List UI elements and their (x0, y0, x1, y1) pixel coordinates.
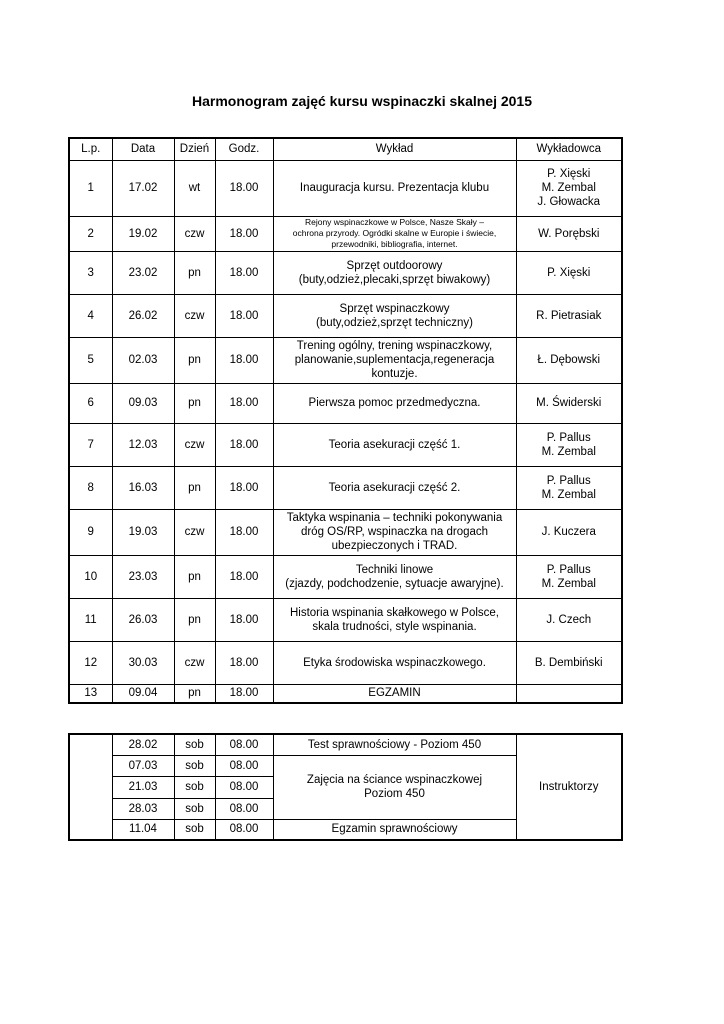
cell-godz: 18.00 (215, 423, 273, 466)
cell-data: 02.03 (112, 337, 174, 383)
cell-wyklad: Trening ogólny, trening wspinaczkowy, planowanie,suplementacja,regeneracja kontuzje. (273, 337, 516, 383)
page-title: Harmonogram zajęć kursu wspinaczki skalnej 2015 (191, 93, 533, 109)
cell-data: 09.04 (112, 684, 174, 703)
cell-lp: 12 (69, 641, 112, 684)
cell-dzien: pn (174, 337, 215, 383)
cell-wykladowca: P. Xięski (516, 251, 622, 294)
cell-data: 09.03 (112, 383, 174, 423)
cell-godz: 18.00 (215, 251, 273, 294)
cell-wykladowca: J. Czech (516, 598, 622, 641)
cell-dzien: sob (174, 798, 215, 819)
cell-wykladowca: Ł. Dębowski (516, 337, 622, 383)
cell-data: 11.04 (112, 819, 174, 840)
cell-wykladowca: P. Pallus M. Zembal (516, 466, 622, 509)
table-row (69, 641, 622, 684)
cell-wyklad: Inauguracja kursu. Prezentacja klubu (273, 160, 516, 216)
cell-dzien: pn (174, 555, 215, 598)
header-wyklad: Wykład (273, 138, 516, 160)
table-row (69, 294, 622, 337)
cell-data: 30.03 (112, 641, 174, 684)
cell-data: 26.02 (112, 294, 174, 337)
table-row (69, 466, 622, 509)
table-row (69, 423, 622, 466)
cell-dzien: pn (174, 684, 215, 703)
cell-dzien: pn (174, 383, 215, 423)
cell-dzien: czw (174, 509, 215, 555)
cell-dzien: pn (174, 598, 215, 641)
cell-wykladowca: P. Pallus M. Zembal (516, 555, 622, 598)
cell-lp: 3 (69, 251, 112, 294)
cell-wyklad: Teoria asekuracji część 2. (273, 466, 516, 509)
table-row (69, 383, 622, 423)
cell-data: 23.02 (112, 251, 174, 294)
cell-lp: 9 (69, 509, 112, 555)
table-row (69, 684, 622, 703)
cell-data: 23.03 (112, 555, 174, 598)
header-data: Data (112, 138, 174, 160)
cell-wyklad: Taktyka wspinania – techniki pokonywania dróg OS/RP, wspinaczka na drogach ubezpieczonych i TRAD. (273, 509, 516, 555)
cell-dzien: sob (174, 776, 215, 798)
cell-godz: 18.00 (215, 294, 273, 337)
table-row (69, 598, 622, 641)
cell-data: 21.03 (112, 776, 174, 798)
cell-data: 19.03 (112, 509, 174, 555)
cell-test: Test sprawnościowy - Poziom 450 (273, 734, 516, 755)
cell-lp: 2 (69, 216, 112, 251)
cell-lp: 4 (69, 294, 112, 337)
cell-wyklad: Techniki linowe (zjazdy, podchodzenie, sytuacje awaryjne). (273, 555, 516, 598)
cell-godz: 18.00 (215, 555, 273, 598)
cell-wykladowca: R. Pietrasiak (516, 294, 622, 337)
cell-instruktorzy: Instruktorzy (516, 734, 622, 840)
cell-dzien: pn (174, 251, 215, 294)
cell-data: 12.03 (112, 423, 174, 466)
cell-godz: 18.00 (215, 466, 273, 509)
cell-godz: 08.00 (215, 819, 273, 840)
cell-godz: 18.00 (215, 160, 273, 216)
cell-dzien: wt (174, 160, 215, 216)
header-godz: Godz. (215, 138, 273, 160)
cell-wyklad: Rejony wspinaczkowe w Polsce, Nasze Skały – ochrona przyrody. Ogródki skalne w Europie i świecie, przewodniki, bibliografia, internet. (273, 216, 516, 251)
cell-data: 07.03 (112, 755, 174, 776)
cell-dzien: pn (174, 466, 215, 509)
table-header-row (69, 138, 622, 160)
cell-wyklad: Pierwsza pomoc przedmedyczna. (273, 383, 516, 423)
header-lp: L.p. (69, 138, 112, 160)
cell-wykladowca: M. Świderski (516, 383, 622, 423)
table-row (69, 160, 622, 216)
cell-godz: 08.00 (215, 798, 273, 819)
cell-wykladowca: J. Kuczera (516, 509, 622, 555)
cell-lp: 13 (69, 684, 112, 703)
cell-godz: 18.00 (215, 684, 273, 703)
cell-lp: 1 (69, 160, 112, 216)
cell-data: 16.03 (112, 466, 174, 509)
cell-data: 26.03 (112, 598, 174, 641)
cell-data: 28.03 (112, 798, 174, 819)
cell-godz: 18.00 (215, 216, 273, 251)
cell-wykladowca: P. Pallus M. Zembal (516, 423, 622, 466)
cell-dzien: czw (174, 294, 215, 337)
cell-wyklad: Historia wspinania skałkowego w Polsce, skala trudności, style wspinania. (273, 598, 516, 641)
cell-wyklad: Sprzęt outdoorowy (buty,odzież,plecaki,sprzęt biwakowy) (273, 251, 516, 294)
cell-godz: 18.00 (215, 337, 273, 383)
cell-dzien: sob (174, 819, 215, 840)
table-row (69, 734, 622, 755)
cell-godz: 08.00 (215, 755, 273, 776)
schedule-table (68, 137, 623, 704)
cell-wykladowca: B. Dembiński (516, 641, 622, 684)
table-row (69, 509, 622, 555)
cell-lp: 5 (69, 337, 112, 383)
cell-godz: 18.00 (215, 598, 273, 641)
cell-godz: 18.00 (215, 383, 273, 423)
cell-wyklad: Etyka środowiska wspinaczkowego. (273, 641, 516, 684)
empty-lp-cell (69, 734, 112, 840)
table-row (69, 251, 622, 294)
cell-lp: 6 (69, 383, 112, 423)
cell-dzien: sob (174, 755, 215, 776)
table-row (69, 216, 622, 251)
cell-lp: 8 (69, 466, 112, 509)
table-row (69, 555, 622, 598)
cell-dzien: czw (174, 423, 215, 466)
cell-dzien: sob (174, 734, 215, 755)
cell-lp: 11 (69, 598, 112, 641)
cell-lp: 10 (69, 555, 112, 598)
cell-wykladowca: P. Xięski M. Zembal J. Głowacka (516, 160, 622, 216)
cell-egzamin: Egzamin sprawnościowy (273, 819, 516, 840)
table-row (69, 337, 622, 383)
cell-wyklad: Sprzęt wspinaczkowy (buty,odzież,sprzęt techniczny) (273, 294, 516, 337)
header-wykladowca: Wykładowca (516, 138, 622, 160)
cell-wyklad: EGZAMIN (273, 684, 516, 703)
cell-data: 19.02 (112, 216, 174, 251)
cell-godz: 18.00 (215, 641, 273, 684)
cell-dzien: czw (174, 641, 215, 684)
practice-table (68, 733, 623, 841)
cell-wyklad: Teoria asekuracji część 1. (273, 423, 516, 466)
cell-zajecia: Zajęcia na ściance wspinaczkowej Poziom 450 (273, 755, 516, 819)
cell-lp: 7 (69, 423, 112, 466)
cell-godz: 18.00 (215, 509, 273, 555)
cell-data: 17.02 (112, 160, 174, 216)
cell-godz: 08.00 (215, 776, 273, 798)
cell-data: 28.02 (112, 734, 174, 755)
cell-godz: 08.00 (215, 734, 273, 755)
cell-wykladowca: W. Porębski (516, 216, 622, 251)
cell-wykladowca (516, 684, 622, 703)
header-dzien: Dzień (174, 138, 215, 160)
cell-dzien: czw (174, 216, 215, 251)
